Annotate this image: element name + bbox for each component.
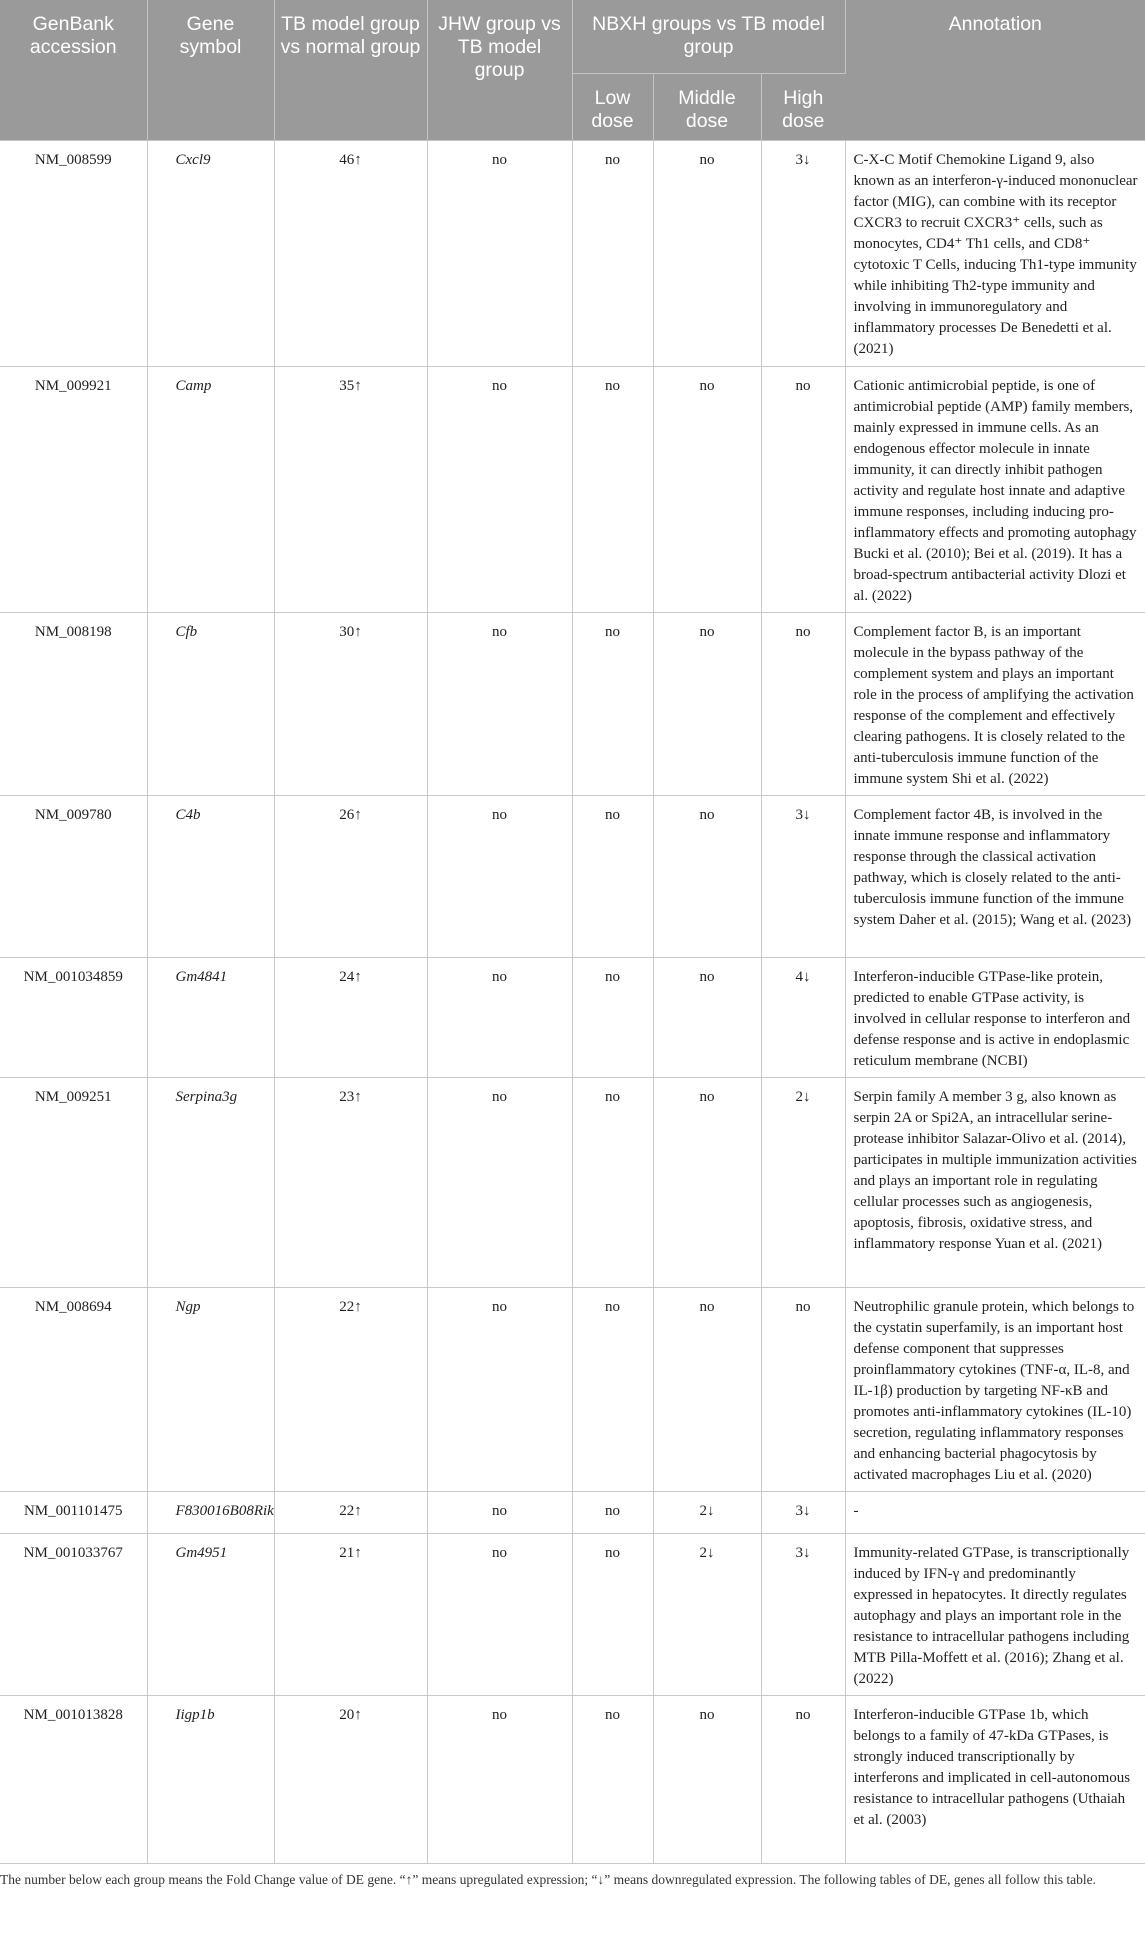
tb-vs-normal-cell: 21↑ — [274, 1533, 427, 1695]
header-tb-vs-normal: TB model group vs normal group — [274, 0, 427, 140]
genbank-accession-cell: NM_009251 — [0, 1077, 147, 1287]
annotation-cell: Serpin family A member 3 g, also known as serpin 2A or Spi2A, an intracellular serine-protease inhibitor Salazar-Olivo et al. (2014), participates in multiple immunization activities and plays an important role in regulating cellular processes such as angiogenesis, apoptosis, fibrosis, oxidative stress, and inflammatory response Yuan et al. (2021) — [845, 1077, 1145, 1287]
high-dose-cell: no — [761, 366, 845, 612]
tb-vs-normal-cell: 20↑ — [274, 1695, 427, 1863]
gene-symbol-cell: C4b — [147, 795, 274, 957]
annotation-cell: Interferon-inducible GTPase 1b, which belongs to a family of 47-kDa GTPases, is strongly induced transcriptionally by interferons and implicated in cell-autonomous resistance to intracellular pathogens (Uthaiah et al. (2003) — [845, 1695, 1145, 1863]
annotation-cell: Neutrophilic granule protein, which belongs to the cystatin superfamily, is an important host defense component that suppresses proinflammatory cytokines (TNF-α, IL-8, and IL-1β) production by targeting NF-κB and promotes anti-inflammatory cytokines (IL-10) secretion, regulating inflammatory responses and enhancing bacterial phagocytosis by activated macrophages Liu et al. (2020) — [845, 1287, 1145, 1491]
table-row — [0, 957, 1145, 1077]
genbank-accession-cell: NM_009921 — [0, 366, 147, 612]
table-row — [0, 1287, 1145, 1491]
annotation-cell: - — [845, 1491, 1145, 1533]
annotation-cell: C-X-C Motif Chemokine Ligand 9, also known as an interferon-γ-induced mononuclear factor (MIG), can combine with its receptor CXCR3 to recruit CXCR3⁺ cells, such as monocytes, CD4⁺ Th1 cells, and CD8⁺ cytotoxic T Cells, inducing Th1-type immunity while inhibiting Th2-type immunity and involving in immunoregulatory and inflammatory processes De Benedetti et al. (2021) — [845, 140, 1145, 366]
jhw-vs-tb-cell: no — [427, 1077, 572, 1287]
table-row — [0, 1491, 1145, 1533]
table-row — [0, 612, 1145, 795]
high-dose-cell: 4↓ — [761, 957, 845, 1077]
genbank-accession-cell: NM_008198 — [0, 612, 147, 795]
high-dose-cell: 3↓ — [761, 1533, 845, 1695]
tb-vs-normal-cell: 46↑ — [274, 140, 427, 366]
high-dose-cell: 3↓ — [761, 140, 845, 366]
genbank-accession-cell: NM_001034859 — [0, 957, 147, 1077]
high-dose-cell: no — [761, 1287, 845, 1491]
jhw-vs-tb-cell: no — [427, 957, 572, 1077]
annotation-cell: Immunity-related GTPase, is transcriptionally induced by IFN-γ and predominantly expressed in hepatocytes. It directly regulates autophagy and plays an important role in the resistance to intracellular pathogens including MTB Pilla-Moffett et al. (2016); Zhang et al. (2022) — [845, 1533, 1145, 1695]
table-row — [0, 140, 1145, 366]
header-low-dose: Low dose — [572, 73, 653, 140]
low-dose-cell: no — [572, 1695, 653, 1863]
tb-vs-normal-cell: 23↑ — [274, 1077, 427, 1287]
table-footnote: The number below each group means the Fold Change value of DE gene. “↑” means upregulated expression; “↓” means downregulated expression. The following tables of DE, genes all follow this table. — [0, 1871, 1096, 1887]
gene-symbol-cell: Gm4951 — [147, 1533, 274, 1695]
gene-symbol-cell: Iigp1b — [147, 1695, 274, 1863]
jhw-vs-tb-cell: no — [427, 795, 572, 957]
high-dose-cell: 3↓ — [761, 795, 845, 957]
genbank-accession-cell: NM_001033767 — [0, 1533, 147, 1695]
low-dose-cell: no — [572, 366, 653, 612]
jhw-vs-tb-cell: no — [427, 1287, 572, 1491]
header-nbxh-group: NBXH groups vs TB model group — [572, 0, 845, 73]
header-genbank: GenBank accession — [0, 0, 147, 140]
genbank-accession-cell: NM_001101475 — [0, 1491, 147, 1533]
middle-dose-cell: 2↓ — [653, 1533, 761, 1695]
header-middle-dose: Middle dose — [653, 73, 761, 140]
high-dose-cell: no — [761, 612, 845, 795]
gene-symbol-cell: Cxcl9 — [147, 140, 274, 366]
low-dose-cell: no — [572, 1287, 653, 1491]
middle-dose-cell: no — [653, 1077, 761, 1287]
genbank-accession-cell: NM_008599 — [0, 140, 147, 366]
tb-vs-normal-cell: 35↑ — [274, 366, 427, 612]
low-dose-cell: no — [572, 957, 653, 1077]
jhw-vs-tb-cell: no — [427, 1533, 572, 1695]
low-dose-cell: no — [572, 612, 653, 795]
header-high-dose: High dose — [761, 73, 845, 140]
annotation-cell: Complement factor B, is an important molecule in the bypass pathway of the complement system and plays an important role in the process of amplifying the activation response of the complement and effectively clearing pathogens. It is closely related to the anti-tuberculosis immune function of the immune system Shi et al. (2022) — [845, 612, 1145, 795]
high-dose-cell: 3↓ — [761, 1491, 845, 1533]
gene-symbol-cell: F830016B08Rik — [147, 1491, 274, 1533]
middle-dose-cell: 2↓ — [653, 1491, 761, 1533]
table-row — [0, 795, 1145, 957]
tb-vs-normal-cell: 24↑ — [274, 957, 427, 1077]
header-gene-symbol: Gene symbol — [147, 0, 274, 140]
genbank-accession-cell: NM_009780 — [0, 795, 147, 957]
genbank-accession-cell: NM_001013828 — [0, 1695, 147, 1863]
low-dose-cell: no — [572, 1077, 653, 1287]
table-row — [0, 1695, 1145, 1863]
header-annotation: Annotation — [845, 0, 1145, 140]
high-dose-cell: no — [761, 1695, 845, 1863]
middle-dose-cell: no — [653, 366, 761, 612]
jhw-vs-tb-cell: no — [427, 612, 572, 795]
jhw-vs-tb-cell: no — [427, 1695, 572, 1863]
annotation-cell: Cationic antimicrobial peptide, is one of antimicrobial peptide (AMP) family members, mainly expressed in immune cells. As an endogenous effector molecule in innate immunity, it can directly inhibit pathogen activity and regulate host innate and adaptive immune responses, including inducing pro-inflammatory effects and promoting autophagy Bucki et al. (2010); Bei et al. (2019). It has a broad-spectrum antibacterial activity Dlozi et al. (2022) — [845, 366, 1145, 612]
tb-vs-normal-cell: 26↑ — [274, 795, 427, 957]
gene-symbol-cell: Ngp — [147, 1287, 274, 1491]
low-dose-cell: no — [572, 1533, 653, 1695]
genbank-accession-cell: NM_008694 — [0, 1287, 147, 1491]
header-jhw-vs-tb: JHW group vs TB model group — [427, 0, 572, 140]
tb-vs-normal-cell: 22↑ — [274, 1287, 427, 1491]
jhw-vs-tb-cell: no — [427, 366, 572, 612]
middle-dose-cell: no — [653, 612, 761, 795]
gene-symbol-cell: Serpina3g — [147, 1077, 274, 1287]
middle-dose-cell: no — [653, 140, 761, 366]
table-row — [0, 1533, 1145, 1695]
high-dose-cell: 2↓ — [761, 1077, 845, 1287]
tb-vs-normal-cell: 30↑ — [274, 612, 427, 795]
table-row — [0, 1077, 1145, 1287]
low-dose-cell: no — [572, 1491, 653, 1533]
gene-symbol-cell: Cfb — [147, 612, 274, 795]
annotation-cell: Interferon-inducible GTPase-like protein, predicted to enable GTPase activity, is involved in cellular response to interferon and defense response and is active in endoplasmic reticulum membrane (NCBI) — [845, 957, 1145, 1077]
low-dose-cell: no — [572, 795, 653, 957]
annotation-cell: Complement factor 4B, is involved in the innate immune response and inflammatory response through the classical activation pathway, which is closely related to the anti-tuberculosis immune function of the immune system Daher et al. (2015); Wang et al. (2023) — [845, 795, 1145, 957]
tb-vs-normal-cell: 22↑ — [274, 1491, 427, 1533]
middle-dose-cell: no — [653, 795, 761, 957]
gene-symbol-cell: Gm4841 — [147, 957, 274, 1077]
middle-dose-cell: no — [653, 957, 761, 1077]
low-dose-cell: no — [572, 140, 653, 366]
middle-dose-cell: no — [653, 1695, 761, 1863]
jhw-vs-tb-cell: no — [427, 1491, 572, 1533]
jhw-vs-tb-cell: no — [427, 140, 572, 366]
gene-symbol-cell: Camp — [147, 366, 274, 612]
middle-dose-cell: no — [653, 1287, 761, 1491]
table-body — [0, 140, 1145, 1863]
table-row — [0, 366, 1145, 612]
